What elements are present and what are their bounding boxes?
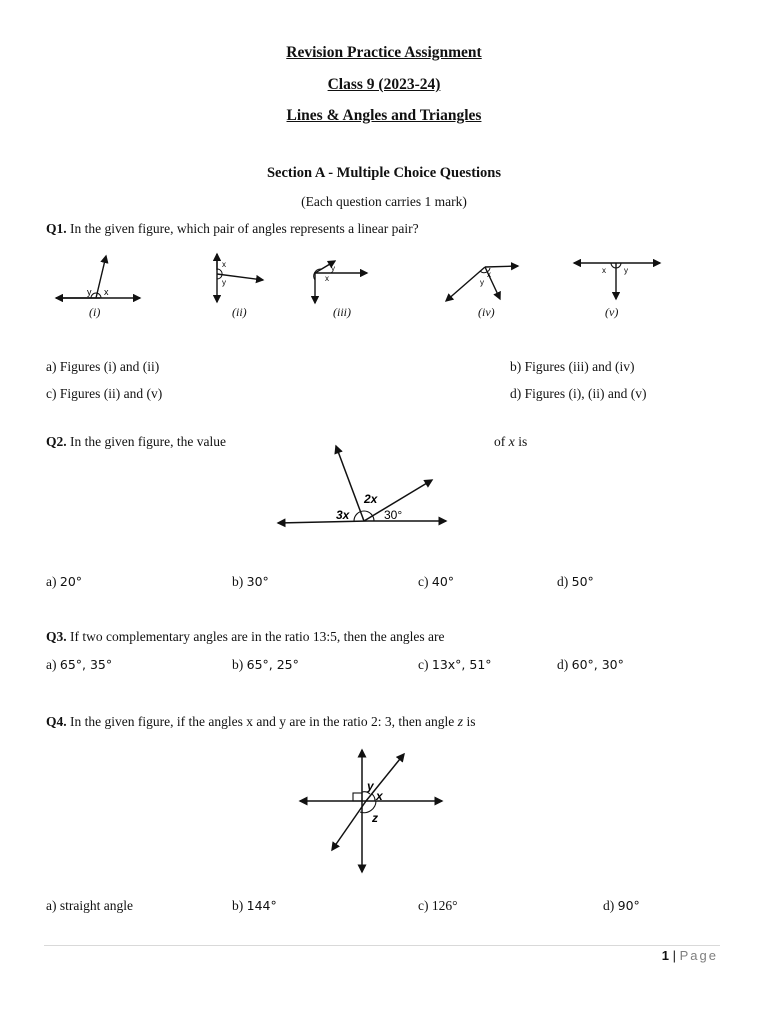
q1-v-x-label: x — [602, 266, 606, 275]
q1-ii-y-label: y — [222, 278, 226, 287]
q3-option-c: c) 13x°, 51° — [418, 657, 492, 672]
q1-v-y-label: y — [624, 266, 628, 275]
q4-label-x: x — [376, 789, 383, 803]
q4-option-c: c) 126° — [418, 898, 458, 913]
q1-iii-x-label: x — [325, 274, 329, 283]
q2-option-d: d) 50° — [557, 574, 594, 589]
q1-option-b: b) Figures (iii) and (iv) — [510, 359, 635, 374]
page-number: 1 — [661, 948, 669, 963]
q1-caption-iv: (iv) — [478, 305, 495, 319]
topic-title: Lines & Angles and Triangles — [286, 107, 482, 124]
q2-text-of: of — [494, 434, 506, 449]
q2-text-end — [494, 434, 527, 451]
q1-figure-iii — [305, 255, 375, 310]
q2-option-c: c) 40° — [418, 574, 455, 589]
q1-figure-v — [570, 255, 665, 305]
q4-question: In the given figure, if the angles x and y are in the ratio 2: 3, then angle — [70, 714, 455, 729]
class-line: Class 9 (2023-24) — [327, 76, 441, 93]
q4-question-end: is — [466, 714, 476, 729]
q3-option-b: b) 65°, 25° — [232, 657, 299, 672]
q2-option-a: a) 20° — [46, 574, 83, 589]
q4-figure — [296, 748, 446, 878]
page-word: Page — [679, 948, 718, 963]
q1-iii-y-label: y — [331, 264, 335, 273]
page-footer — [662, 948, 718, 963]
q2-text — [46, 434, 226, 450]
q1-number: Q1. — [46, 221, 67, 236]
section-title: Section A - Multiple Choice Questions — [266, 165, 502, 181]
q4-label-z: z — [372, 811, 378, 825]
q1-question: In the given figure, which pair of angles represents a linear pair? — [70, 221, 419, 236]
footer-divider — [44, 945, 720, 946]
q1-option-a: a) Figures (i) and (ii) — [46, 359, 160, 374]
q1-caption-v: (v) — [605, 305, 619, 319]
q1-i-y-label: y — [87, 287, 92, 297]
q3-text — [46, 629, 445, 645]
q2-label-2x: 2x — [364, 492, 378, 506]
q1-iv-x-label: x — [487, 270, 491, 279]
q4-variable: z — [457, 715, 464, 730]
q2-label-3x: 3x — [336, 508, 350, 522]
q4-option-d: d) 90° — [603, 898, 640, 913]
document-title: Revision Practice Assignment — [286, 44, 482, 61]
q2-figure — [272, 440, 452, 535]
q4-text — [46, 714, 475, 731]
q3-option-a: a) 65°, 35° — [46, 657, 113, 672]
q1-figure-iv — [440, 255, 525, 310]
q4-option-a: a) straight angle — [46, 898, 133, 913]
q2-variable: x — [508, 435, 515, 450]
q3-option-d: d) 60°, 30° — [557, 657, 624, 672]
q1-option-c: c) Figures (ii) and (v) — [46, 386, 163, 401]
q1-i-x-label: x — [104, 287, 109, 297]
q2-number: Q2. — [46, 434, 67, 449]
q1-ii-x-label: x — [222, 260, 226, 269]
q4-number: Q4. — [46, 714, 67, 729]
q4-label-y: y — [367, 779, 374, 793]
q2-text-is: is — [518, 434, 528, 449]
q1-caption-ii: (ii) — [232, 305, 247, 319]
q1-figure-ii — [205, 250, 275, 310]
q2-label-30: 30° — [384, 508, 403, 522]
q4-option-b: b) 144° — [232, 898, 277, 913]
q1-iv-y-label: y — [480, 278, 484, 287]
section-note: (Each question carries 1 mark) — [301, 194, 467, 209]
q1-caption-iii: (iii) — [333, 305, 351, 319]
q1-caption-i: (i) — [89, 305, 101, 319]
q3-number: Q3. — [46, 629, 67, 644]
page-separator: | — [672, 948, 676, 963]
q2-option-b: b) 30° — [232, 574, 269, 589]
q3-question: If two complementary angles are in the ratio 13:5, then the angles are — [70, 629, 445, 644]
q2-question: In the given figure, the value — [70, 434, 226, 449]
q1-option-d: d) Figures (i), (ii) and (v) — [510, 386, 647, 401]
q1-text — [46, 221, 419, 237]
